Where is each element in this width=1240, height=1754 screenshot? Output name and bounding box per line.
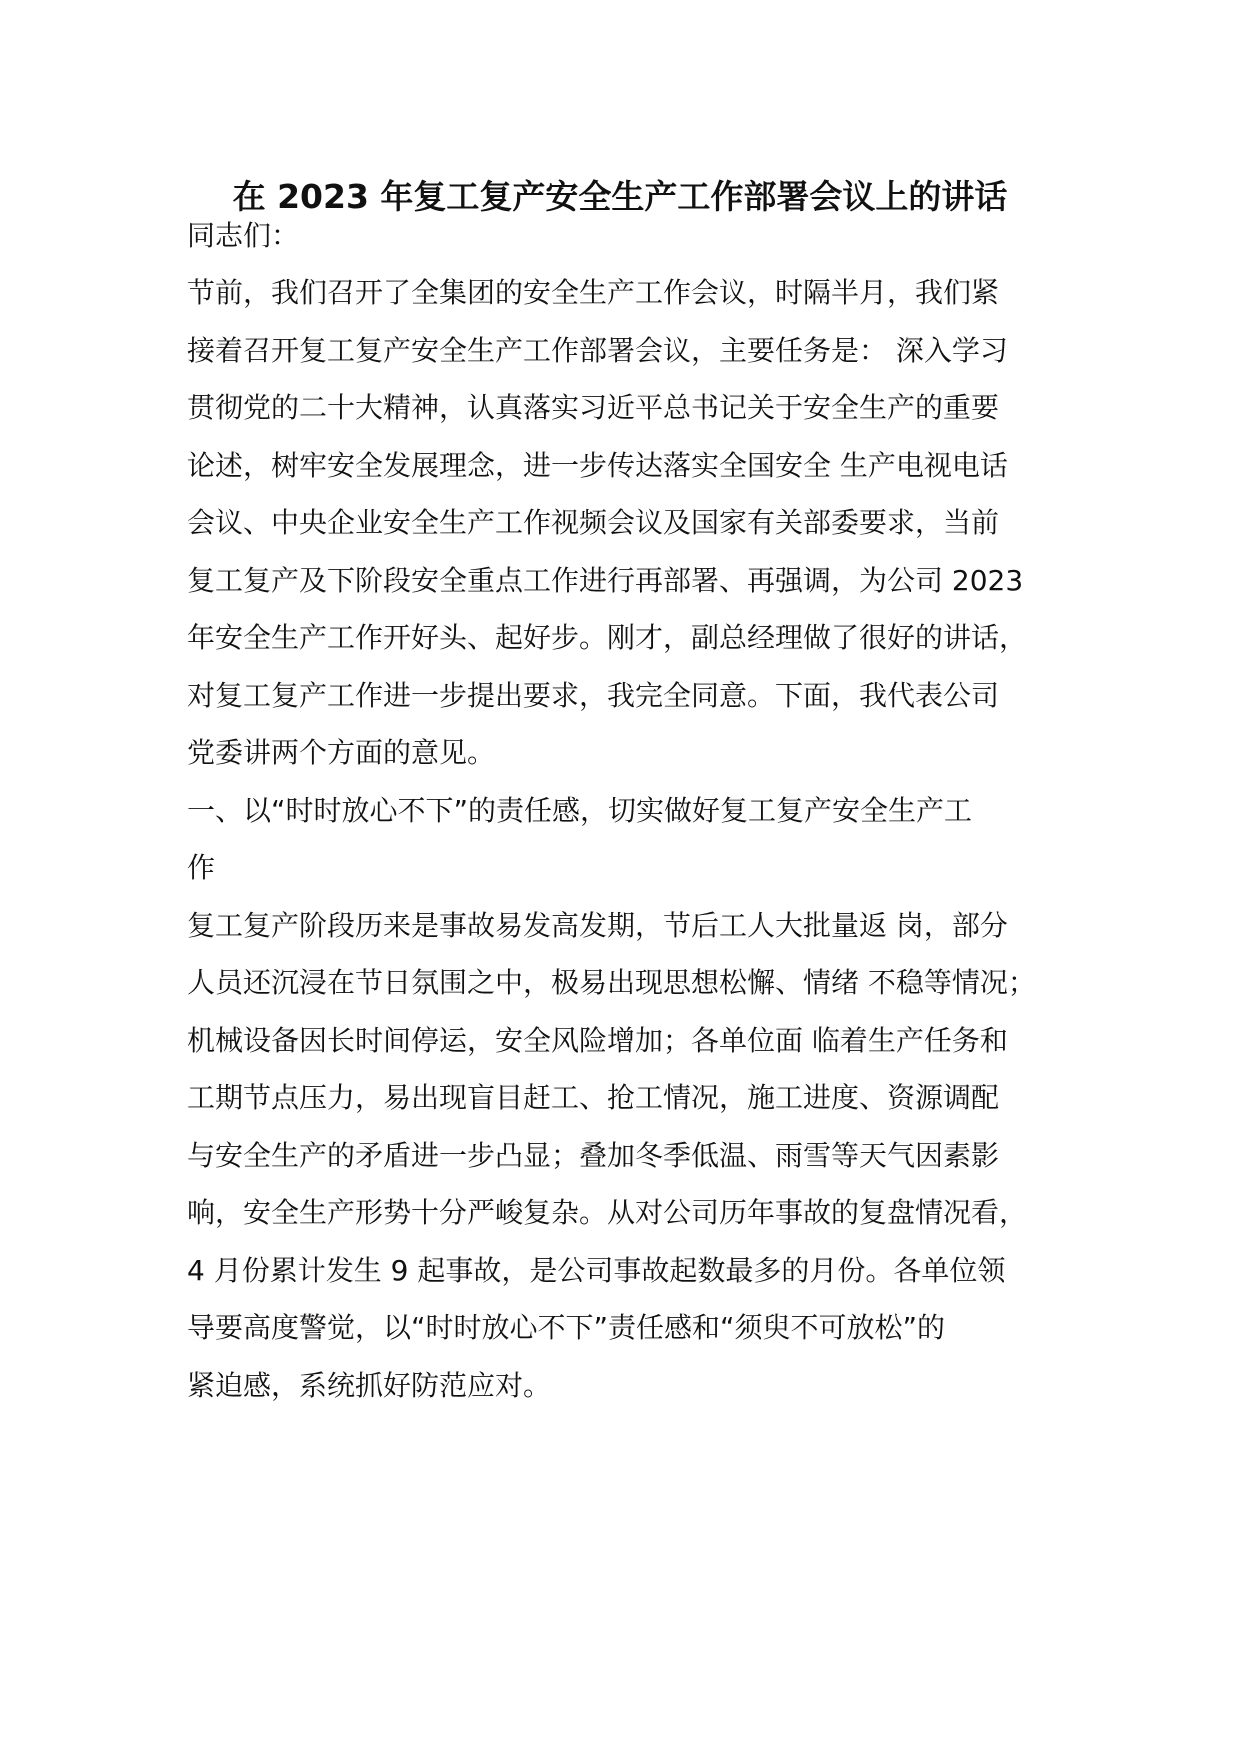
paragraph-1-line: 年安全生产工作开好头、起好步。刚才，副总经理做了很好的讲话， <box>187 621 1028 654</box>
paragraph-1-line: 会议、中央企业安全生产工作视频会议及国家有关部委要求，当前 <box>187 506 1000 539</box>
paragraph-2-line: 紧迫感，系统抓好防范应对。 <box>187 1369 552 1402</box>
paragraph-1-line: 党委讲两个方面的意见。 <box>187 736 496 769</box>
paragraph-2-line: 4 月份累计发生 9 起事故，是公司事故起数最多的月份。各单位领 <box>187 1254 1006 1287</box>
paragraph-1-line: 贯彻党的二十大精神，认真落实习近平总书记关于安全生产的重要 <box>187 391 1000 424</box>
paragraph-1-line: 对复工复产工作进一步提出要求，我完全同意。下面，我代表公司 <box>187 679 1000 712</box>
paragraph-1-line: 复工复产及下阶段安全重点工作进行再部署、再强调，为公司 2023 <box>187 564 1024 597</box>
paragraph-2-line: 复工复产阶段历来是事故易发高发期，节后工人大批量返 岗，部分 <box>187 909 1008 942</box>
paragraph-2-line: 导要高度警觉，以“时时放心不下”责任感和“须臾不可放松”的 <box>187 1311 946 1344</box>
paragraph-2-line: 工期节点压力，易出现盲目赶工、抢工情况，施工进度、资源调配 <box>187 1081 1000 1114</box>
document-title: 在 2023 年复工复产安全生产工作部署会议上的讲话 <box>232 177 1008 216</box>
greeting: 同志们： <box>187 219 300 252</box>
paragraph-2-line: 响，安全生产形势十分严峻复杂。从对公司历年事故的复盘情况看， <box>187 1196 1028 1229</box>
paragraph-2-line: 人员还沉浸在节日氛围之中，极易出现思想松懈、情绪 不稳等情况； <box>187 966 1036 999</box>
paragraph-2-line: 机械设备因长时间停运，安全风险增加；各单位面 临着生产任务和 <box>187 1024 1008 1057</box>
section-heading-line: 作 <box>187 851 216 884</box>
paragraph-1-line: 论述，树牢安全发展理念，进一步传达落实全国安全 生产电视电话 <box>187 449 1008 482</box>
paragraph-2-line: 与安全生产的矛盾进一步凸显；叠加冬季低温、雨雪等天气因素影 <box>187 1139 1000 1172</box>
paragraph-1-line: 接着召开复工复产安全生产工作部署会议，主要任务是： 深入学习 <box>187 334 1008 367</box>
section-heading-line: 一、以“时时放心不下”的责任感，切实做好复工复产安全生产工 <box>187 794 973 827</box>
paragraph-1-line: 节前，我们召开了全集团的安全生产工作会议，时隔半月，我们紧 <box>187 276 1000 309</box>
